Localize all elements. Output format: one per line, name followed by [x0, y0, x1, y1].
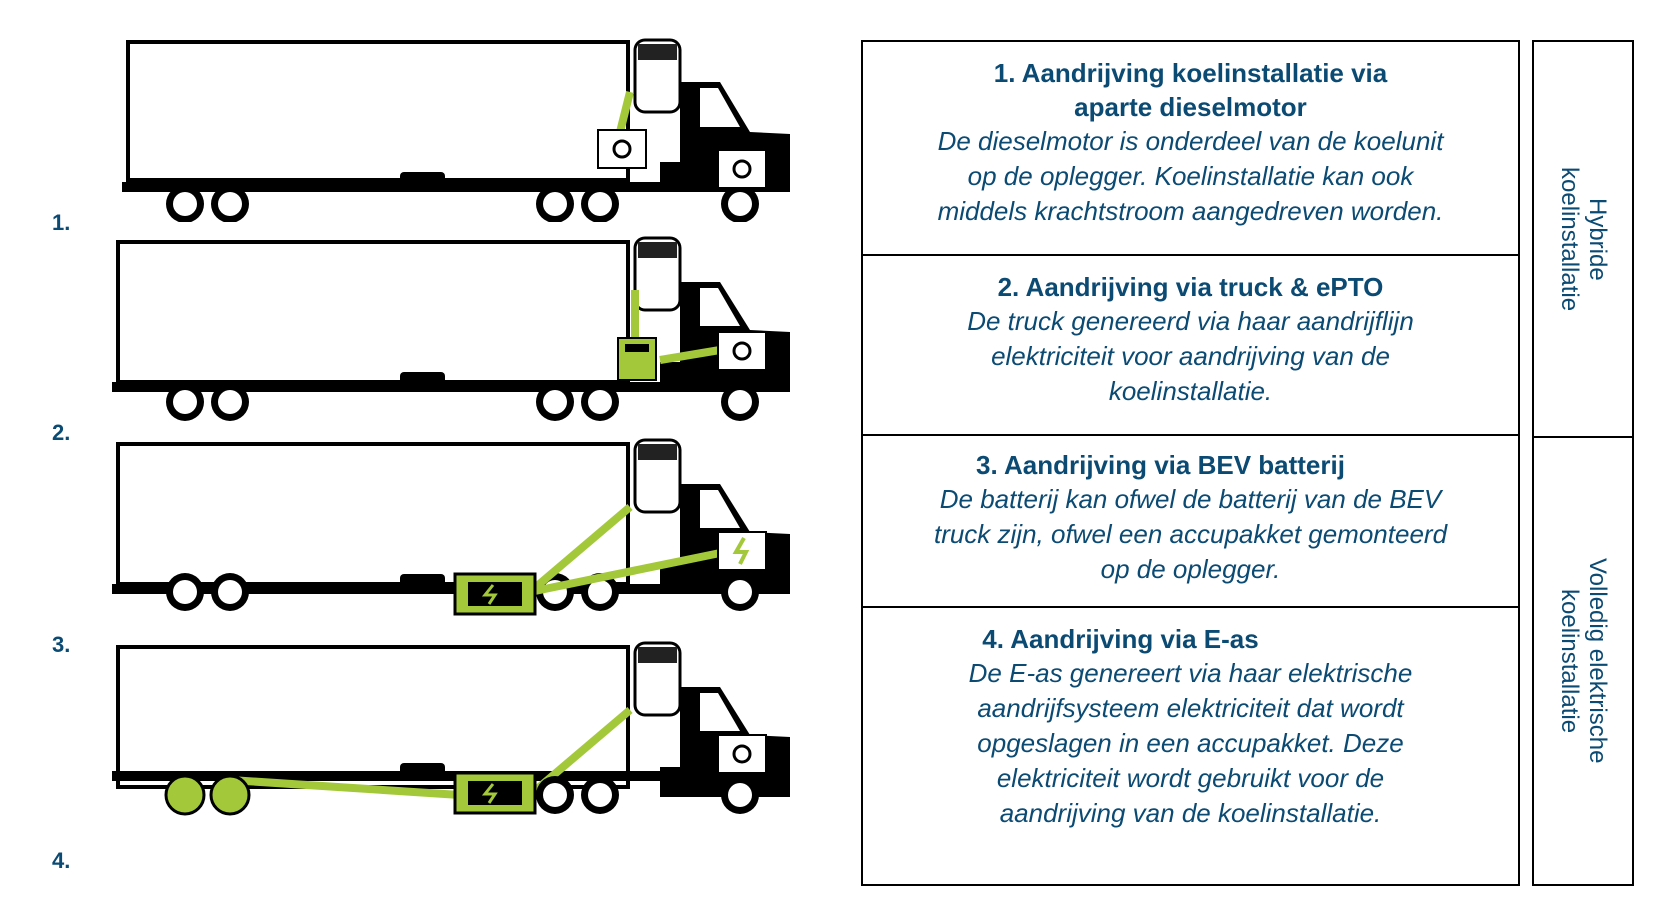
description-cell-4: [863, 608, 1518, 886]
truck-illustration-3: [100, 432, 830, 632]
row-body-line: truck zijn, ofwel een accupakket gemonteerd: [933, 519, 1448, 549]
row-body-line: middels krachtstroom aangedreven worden.: [937, 196, 1444, 226]
row-body-line: aandrijving van de koelinstallatie.: [999, 798, 1382, 828]
truck-illustration-2: [100, 230, 830, 430]
row-body-line: aandrijfsysteem elektriciteit dat wordt: [977, 693, 1404, 723]
row-title: 1. Aandrijving koelinstallatie via: [993, 58, 1388, 88]
description-cell-2: [863, 256, 1518, 436]
row-number-1: 1.: [52, 210, 71, 235]
row-body-line: opgeslagen in een accupakket. Deze: [977, 728, 1404, 758]
row-number-2: 2.: [52, 420, 71, 445]
category-line: Hybride: [1584, 197, 1611, 281]
row-title: 4. Aandrijving via E-as: [982, 624, 1259, 654]
truck-illustration-4: [100, 635, 830, 835]
engine-icon: [718, 150, 766, 188]
description-cell-1: [863, 42, 1518, 256]
row-body-line: op de oplegger.: [1100, 554, 1281, 584]
row-number-4: 4.: [52, 848, 71, 873]
row-body-line: De batterij kan ofwel de batterij van de BEV: [939, 484, 1442, 514]
category-line: koelinstallatie: [1556, 588, 1583, 734]
engine-icon: [598, 130, 646, 168]
row-body-line: De E-as genereert via haar elektrische: [968, 658, 1413, 688]
row-title: 2. Aandrijving via truck & ePTO: [997, 272, 1384, 302]
row-title-continued: aparte dieselmotor: [1074, 92, 1307, 122]
row-number-3: 3.: [52, 632, 71, 657]
row-body-line: elektriciteit wordt gebruikt voor de: [996, 763, 1385, 793]
battery-icon: [455, 773, 535, 813]
engine-icon: [718, 332, 766, 370]
row-body-line: koelinstallatie.: [1108, 376, 1273, 406]
category-table: [1532, 40, 1634, 886]
engine-icon: [718, 735, 766, 773]
row-body-line: elektriciteit voor aandrijving van de: [991, 341, 1390, 371]
description-cell-3: [863, 436, 1518, 608]
description-table: [861, 40, 1520, 886]
row-body-line: De dieselmotor is onderdeel van de koelunit: [937, 126, 1444, 156]
battery-icon: [455, 574, 535, 614]
row-body-line: De truck genereerd via haar aandrijflijn: [967, 306, 1414, 336]
epto-generator-icon: [618, 338, 656, 380]
electric-engine-icon: [718, 532, 766, 570]
category-electric: [1534, 438, 1632, 884]
category-hybrid: [1534, 42, 1632, 438]
category-label: [1555, 558, 1611, 763]
row-body-line: op de oplegger. Koelinstallatie kan ook: [967, 161, 1414, 191]
category-line: Volledig elektrische: [1584, 558, 1611, 764]
truck-illustration-1: [100, 22, 830, 222]
category-label: [1555, 167, 1611, 311]
category-line: koelinstallatie: [1556, 166, 1583, 312]
row-title: 3. Aandrijving via BEV batterij: [976, 450, 1345, 480]
